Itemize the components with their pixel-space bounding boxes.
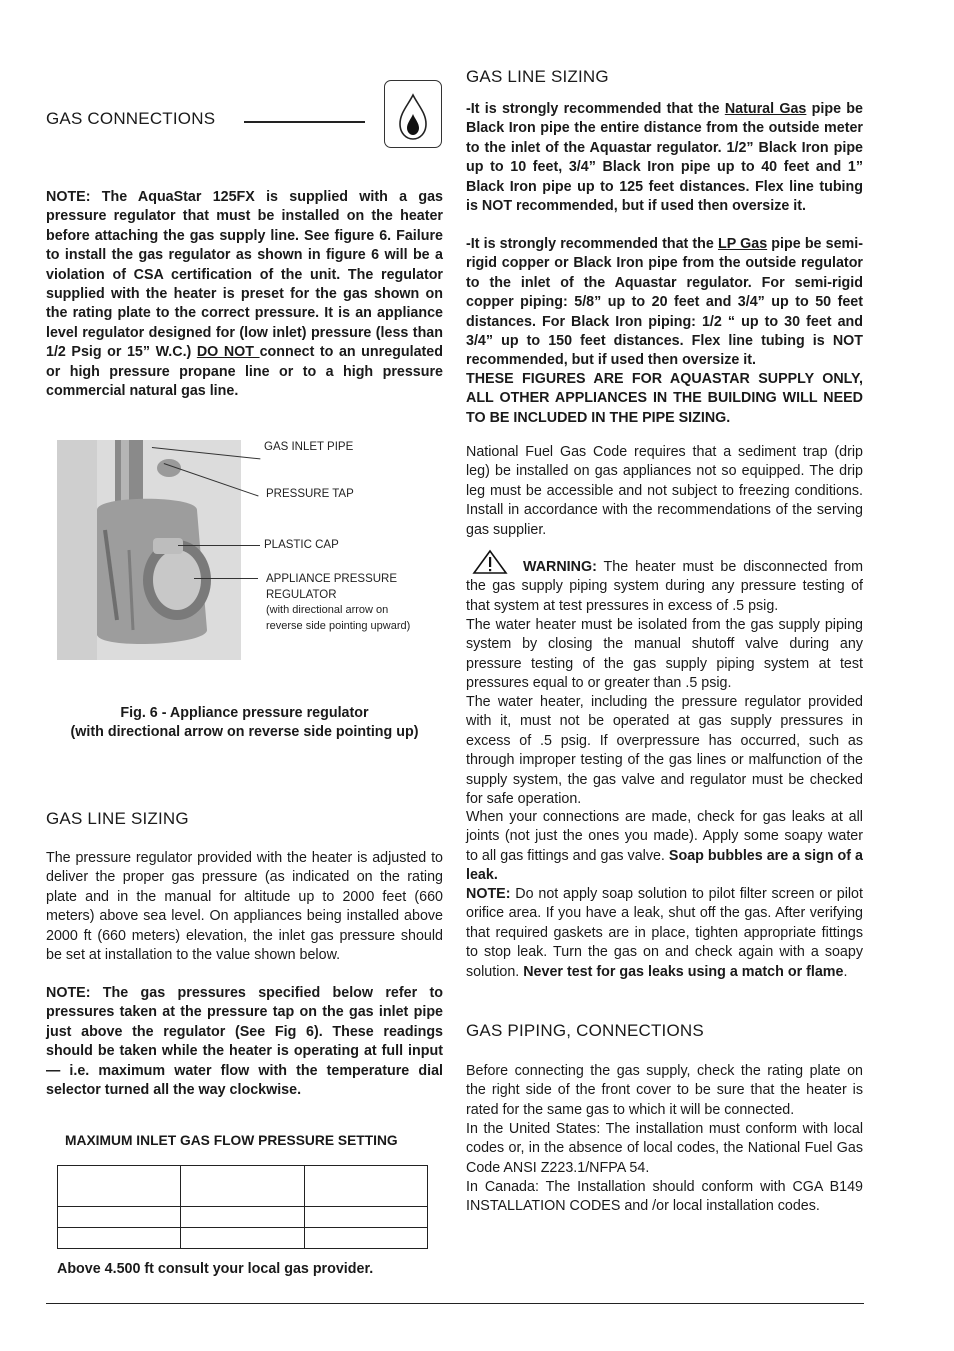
table-cell [304,1228,427,1249]
natural-gas-paragraph: -It is strongly recommended that the Natural Gas pipe be Black Iron pipe the entire distance from the outside meter to the inlet of the Aquastar regulator. 1/2” Black Iron pipe up to 10 feet, 3/4” Black Iron pipe up to 40 feet and 1” Black Iron pipe up to 125 feet distances. Flex line tubing is NOT recommended, but if used then oversize it. [466,101,863,215]
heading-gas-line-sizing-right: GAS LINE SIZING [466,67,609,86]
table-cell [181,1207,304,1228]
table-cell [58,1207,181,1228]
callout-regulator [194,578,258,579]
table-cell [58,1228,181,1249]
sizing-paragraph: The pressure regulator provided with the heater is adjusted to deliver the proper gas pressure (as indicated on the rating plate and in the manual for altitude up to 2000 feet (660 meters) above sea level. On appliances being installed above 2000 ft (660 meters) elevation, the inlet gas pressure should be set at installation to the value shown below. [46,850,443,964]
leaks-paragraph: When your connections are made, check for gas leaks at all joints (not just the ones you made). Apply some soapy water to all gas fittings and gas valve. Soap bubbles are a sign of a leak. [466,809,863,884]
table-cell [304,1207,427,1228]
note-regulator-paragraph: NOTE: The AquaStar 125FX is supplied with a gas pressure regulator that must be installed on the heater before attaching the gas supply line. See figure 6. Failure to install the gas regulator as shown in figure 6 will be a violation of CSA certification of the unit. The regulator supplied with the heater is preset for the gas shown on the rating plate to the correct pressure. It is an appliance level regulator designed for (low inlet) pressure (less than 1/2 Psig or 15” W.C.) DO NOT connect to an unregulated or high pressure propane line or to a high pressure commercial natural gas line. [46,189,443,400]
warning-paragraph: WARNING: The heater must be disconnected from the gas supply piping system during any pressure testing of that system at test pressures in excess of .5 psig. [466,559,863,614]
heading-rule [244,121,365,123]
rating-plate-paragraph: Before connecting the gas supply, check the rating plate on the right side of the front cover to be sure that the heater is rated for the same gas to which it will be connected. [466,1063,863,1118]
callout-plastic-cap [178,545,260,546]
table-cell [58,1166,181,1207]
supply-only-paragraph: THESE FIGURES ARE FOR AQUASTAR SUPPLY ONLY, ALL OTHER APPLIANCES IN THE BUILDING WILL NEED TO BE INCLUDED IN THE PIPE SIZING. [466,371,863,426]
table-footer: Above 4.500 ft consult your local gas provider. [57,1261,374,1277]
soap-note-paragraph: NOTE: Do not apply soap solution to pilot filter screen or pilot orifice area. If you have a leak, shut off the gas. After verifying that required gaskets are in place, tighten appropriate fittings to stop leak. Turn the gas on and check again with a soapy solution. Never test for gas leaks using a match or flame. [466,886,863,980]
isolate-paragraph: The water heater must be isolated from the gas supply piping system by closing the manual shutoff valve during any pressure testing of the gas supply piping system at test pressures equal to or greater than .5 psig. [466,617,863,692]
heading-gas-line-sizing-left: GAS LINE SIZING [46,809,189,828]
united-states-paragraph: In the United States: The installation must conform with local codes or, in the absence of local codes, the National Fuel Gas Code ANSI Z223.1/NFPA 54. [466,1121,863,1176]
canada-paragraph: In Canada: The Installation should conform with CGA B149 INSTALLATION CODES and /or local installation codes. [466,1179,863,1215]
figure-caption: Fig. 6 - Appliance pressure regulator (with directional arrow on reverse side pointing up) [70,705,419,741]
footer-rule [46,1303,864,1304]
pressure-note-paragraph: NOTE: The gas pressures specified below refer to pressures taken at the pressure tap on the gas inlet pipe just above the regulator (See Fig 6). These readings should be taken while the heater is operating at full input — i.e. maximum water flow with the temperature dial selector turned all the way clockwise. [46,985,443,1099]
lp-gas-paragraph: -It is strongly recommended that the LP Gas pipe be semi-rigid copper or Black Iron pipe from the outside regulator to the inlet of the Aquastar regulator. For semi-rigid copper piping: 5/8” up to 20 feet and 3/4” up to 50 feet distances. For Black Iron piping: 1/2 “ up to 30 feet and 3/4” up to 150 feet distances. Flex line tubing is NOT recommended, but if used then oversize it. [466,236,863,369]
label-gas-inlet-pipe: GAS INLET PIPE [264,441,354,453]
label-plastic-cap: PLASTIC CAP [264,539,339,551]
regulator-photo [57,440,241,660]
sediment-trap-paragraph: National Fuel Gas Code requires that a sediment trap (drip leg) be installed on gas appliances not so equipped. The drip leg must be accessible and not subject to freezing conditions. Install in accordance with the recommendations of the serving gas supplier. [466,444,863,538]
pressure-table [57,1165,428,1249]
table-cell [181,1228,304,1249]
table-cell [304,1166,427,1207]
flame-icon [384,80,442,148]
heading-gas-connections: GAS CONNECTIONS [46,109,216,128]
table-cell [181,1166,304,1207]
label-pressure-tap: PRESSURE TAP [266,488,354,500]
overpressure-paragraph: The water heater, including the pressure regulator provided with it, must not be operated at gas supply pressures in excess of .5 psig. If overpressure has occurred, such as through improper testing of the gas lines or malfunction of the supply system, the gas valve and regulator must be checked for safe operation. [466,694,863,808]
label-appliance-pressure-regulator: APPLIANCE PRESSURE REGULATOR (with directional arrow on reverse side pointing upward) [266,573,411,632]
table-title: MAXIMUM INLET GAS FLOW PRESSURE SETTING [65,1133,398,1148]
heading-gas-piping: GAS PIPING, CONNECTIONS [466,1021,704,1040]
